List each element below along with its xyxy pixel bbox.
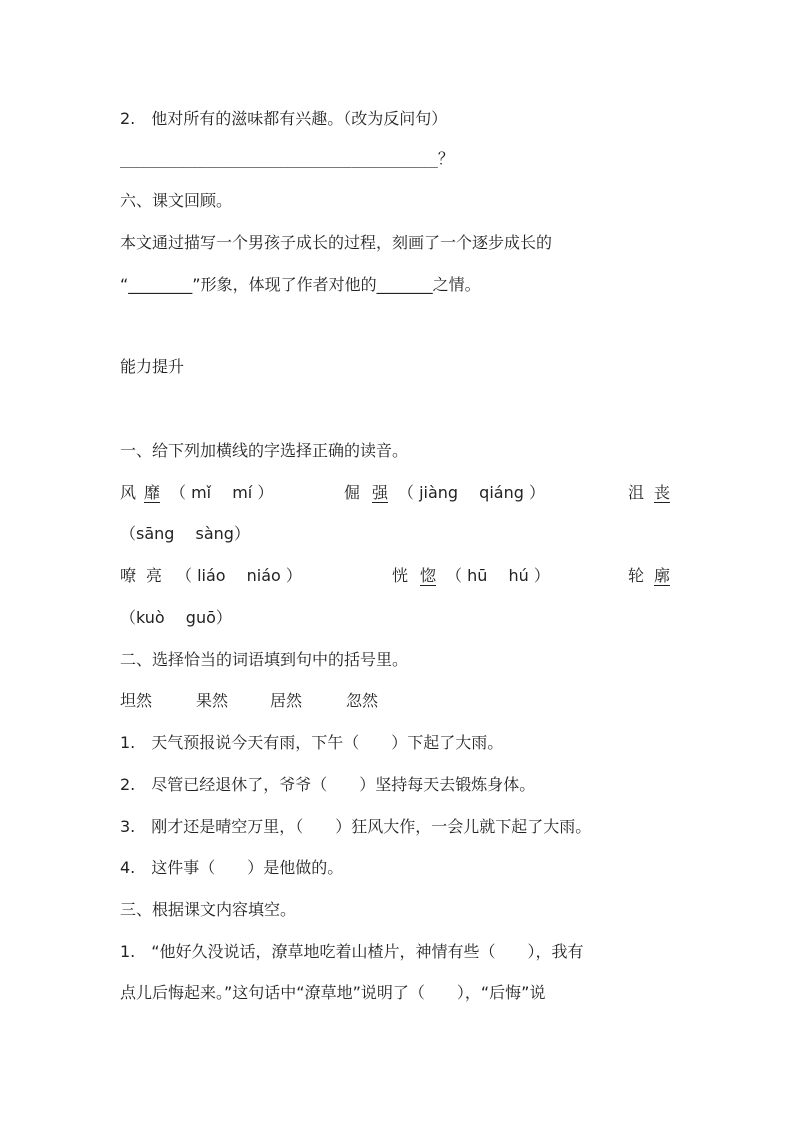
- q1-heading: 一、给下列加横线的字选择正确的读音。: [120, 441, 409, 460]
- pronunciation-item-4-options[interactable]: （ liáo niáo ）: [176, 566, 302, 585]
- pronunciation-item-2-marked: 强: [372, 483, 389, 502]
- pronunciation-item-6-options[interactable]: （kuò guō）: [120, 608, 232, 627]
- pronunciation-item-3-options[interactable]: （sāng sàng）: [120, 524, 250, 543]
- pronunciation-item-2-char: 倔: [344, 483, 361, 502]
- pronunciation-item-6-char: 轮: [628, 566, 645, 585]
- fill-sentence-1[interactable]: 1. 天气预报说今天有雨，下午（ ）下起了大雨。: [120, 733, 504, 752]
- q3-heading: 三、根据课文内容填空。: [120, 900, 297, 919]
- word-choice-1: 坦然: [120, 691, 153, 710]
- review-text-line2: “________”形象，体现了作者对他的_______之情。: [120, 275, 481, 294]
- word-choice-2: 果然: [196, 691, 229, 710]
- fill-sentence-2[interactable]: 2. 尽管已经退休了，爷爷（ ）坚持每天去锻炼身体。: [120, 775, 536, 794]
- pronunciation-item-3-marked: 丧: [654, 483, 671, 502]
- pronunciation-item-5-options[interactable]: （ hū hú ）: [446, 566, 550, 585]
- pronunciation-item-5-char: 恍: [392, 566, 409, 585]
- pronunciation-item-5-marked: 惚: [420, 566, 437, 585]
- pronunciation-item-4-marked: 亮: [146, 566, 163, 585]
- pronunciation-item-3-char: 沮: [628, 483, 645, 502]
- pronunciation-item-1-char: 风: [120, 483, 137, 502]
- answer-blank-line[interactable]: _________________________________？: [120, 149, 454, 168]
- pronunciation-item-4-char: 嘹: [120, 566, 137, 585]
- question-rewrite: 2. 他对所有的滋味都有兴趣。（改为反问句）: [120, 109, 448, 128]
- word-choice-4: 忽然: [346, 691, 379, 710]
- review-text-line1: 本文通过描写一个男孩子成长的过程，刻画了一个逐步成长的: [120, 233, 553, 252]
- q3-text-line2[interactable]: 点儿后悔起来。”这句话中“潦草地”说明了（ ），“后悔”说: [120, 983, 546, 1002]
- pronunciation-item-2-options[interactable]: （ jiàng qiáng ）: [398, 483, 545, 502]
- fill-sentence-3[interactable]: 3. 刚才还是晴空万里，（ ）狂风大作，一会儿就下起了大雨。: [120, 817, 592, 836]
- pronunciation-item-1-marked: 靡: [144, 483, 161, 502]
- q2-heading: 二、选择恰当的词语填到句中的括号里。: [120, 650, 409, 669]
- fill-sentence-4[interactable]: 4. 这件事（ ）是他做的。: [120, 858, 344, 877]
- section-heading-review: 六、课文回顾。: [120, 191, 233, 210]
- pronunciation-item-6-marked: 廓: [654, 566, 671, 585]
- ability-title: 能力提升: [120, 357, 185, 376]
- q3-text-line1[interactable]: 1. “他好久没说话，潦草地吃着山楂片，神情有些（ ），我有: [120, 942, 584, 961]
- word-choice-3: 居然: [270, 691, 303, 710]
- pronunciation-item-1-options[interactable]: （ mǐ mí ）: [170, 483, 274, 502]
